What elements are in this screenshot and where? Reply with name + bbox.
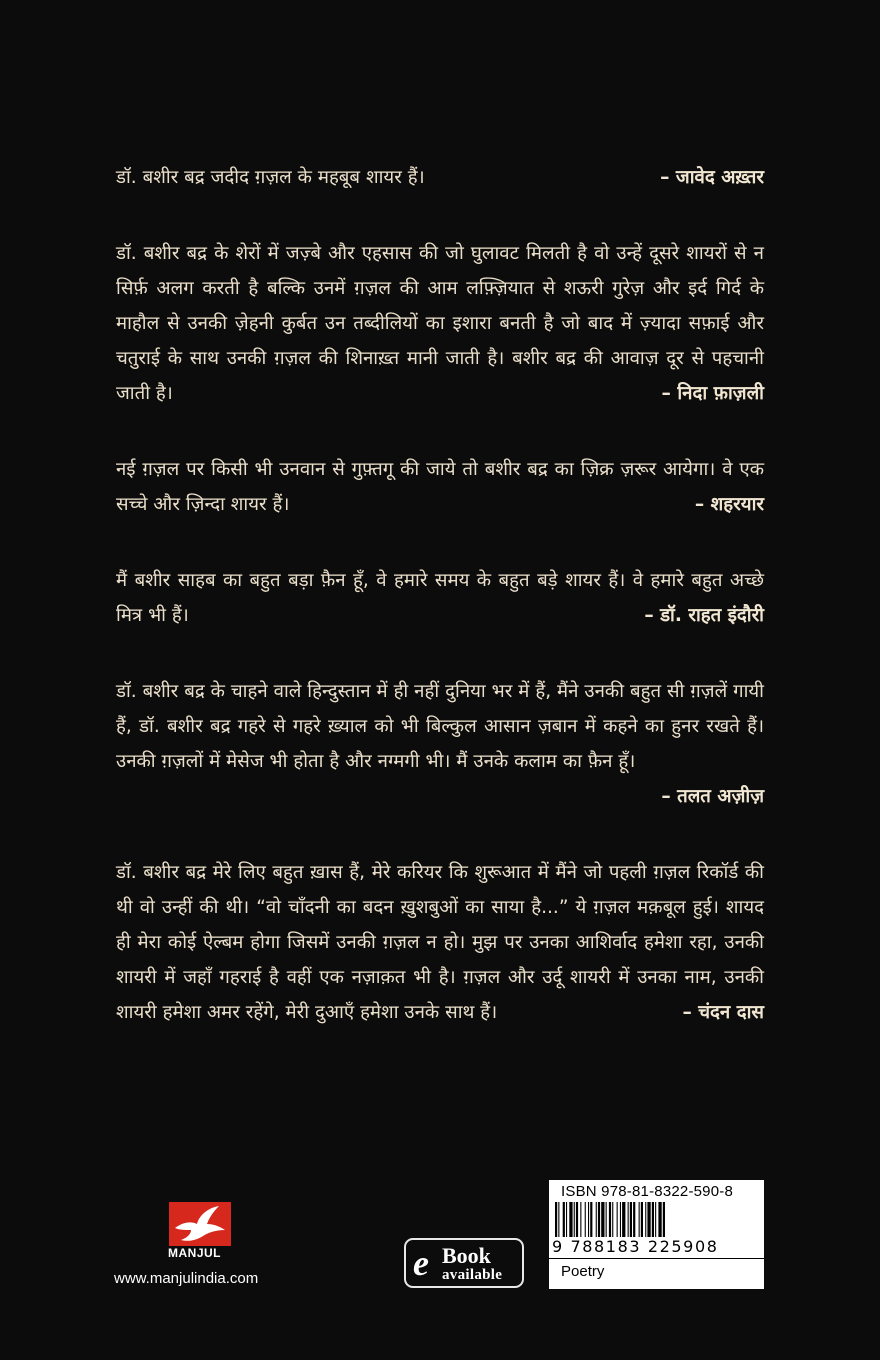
barcode-bar <box>596 1202 597 1240</box>
barcode-bar <box>588 1202 589 1240</box>
isbn-barcode <box>549 1180 764 1289</box>
barcode-bar <box>601 1202 604 1240</box>
publisher-website: www.manjulindia.com <box>114 1270 259 1287</box>
barcode-bar <box>555 1202 557 1240</box>
testimonial-author: – शहरयार <box>694 494 764 515</box>
ebook-e: e <box>413 1243 429 1283</box>
barcode-bar <box>580 1202 581 1240</box>
isbn-number: ISBN 978-81-8322-590-8 <box>561 1183 734 1200</box>
barcode-bar <box>585 1202 586 1240</box>
testimonial-text: डॉ. बशीर बद्र के शेरों में जज़्बे और एहसास की जो घुलावट मिलती है वो उन्हें दूसरे शायरों से न सिर्फ़ अलग करती है बल्कि उनमें ग़ज़ल की आम लफ़्ज़ियात से शऊरी गुरेज़ और इर्द गिर्द के माहौल से उनकी ज़ेहनी कुर्बत उन तब्दीलियों का इशारा बनती है जो बाद में ज़्यादा सफ़ाई और चतुराई के साथ उनकी ग़ज़ल की शिनाख़्त मानी जाती है। बशीर बद्र की आवाज़ दूर से पहचानी जाती है। <box>116 243 764 404</box>
publisher-name: MANJUL <box>168 1246 221 1260</box>
barcode-bar <box>639 1202 640 1240</box>
barcode-bar <box>620 1202 621 1240</box>
barcode-bar <box>566 1202 567 1240</box>
genre-label: Poetry <box>561 1263 605 1280</box>
testimonial-author: – जावेद अख़्तर <box>660 167 764 188</box>
barcode-bar <box>645 1202 646 1240</box>
testimonial-text: डॉ. बशीर बद्र मेरे लिए बहुत ख़ास हैं, मेरे करियर कि शुरूआत में मैंने जो पहली ग़ज़ल रिकॉर्ड की थी वो उन्हीं की थी। “वो चाँदनी का बदन ख़ुशबुओं का साया है...” ये ग़ज़ल मक़बूल हुई। शायद ही मेरा कोई ऐल्बम होगा जिसमें उनकी ग़ज़ल न हो। मुझ पर उनका आशिर्वाद हमेशा रहा, उनकी शायरी में जहाँ गहराई है वहीं एक नज़ाक़त भी है। ग़ज़ल और उर्दू शायरी में उनका नाम, उनकी शायरी हमेशा अमर रहेंगे, मेरी दुआएँ हमेशा उनके साथ हैं। <box>116 862 764 1023</box>
testimonial-4 <box>116 563 764 633</box>
barcode-bar <box>633 1202 635 1240</box>
barcode-bar <box>612 1202 613 1240</box>
testimonial-text: मैं बशीर साहब का बहुत बड़ा फ़ैन हूँ, वे हमारे समय के बहुत बड़े शायर हैं। वे हमारे बहुत अच्छे मित्र भी हैं। <box>116 570 764 626</box>
barcode-bar <box>558 1202 559 1240</box>
testimonial-1 <box>116 160 764 195</box>
publisher-logo <box>169 1202 231 1246</box>
barcode-bar <box>652 1202 654 1240</box>
testimonial-text: डॉ. बशीर बद्र जदीद ग़ज़ल के महबूब शायर हैं। <box>116 167 425 188</box>
testimonial-text: डॉ. बशीर बद्र के चाहने वाले हिन्दुस्तान में ही नहीं दुनिया भर में हैं, मैंने उनकी बहुत सी ग़ज़लें गायी हैं, डॉ. बशीर बद्र गहरे से गहरे ख़्याल को भी बिल्कुल आसान ज़बान में कहने का हुनर रखते हैं। उनकी ग़ज़लों में मेसेज भी होता है और नग्मगी भी। मैं उनके कलाम का फ़ैन हूँ। <box>116 681 764 772</box>
barcode-bar <box>598 1202 600 1240</box>
barcode-bar <box>630 1202 632 1240</box>
barcode-bar <box>606 1202 607 1240</box>
testimonial-author: – निदा फ़ाज़ली <box>661 383 764 404</box>
barcode-bar <box>617 1202 618 1240</box>
testimonial-6 <box>116 855 764 1030</box>
barcode-bar <box>655 1202 656 1240</box>
barcode-digits: 9 788183 225908 <box>552 1237 719 1256</box>
barcode-bars <box>555 1202 758 1240</box>
testimonials <box>116 160 764 1071</box>
divider <box>549 1258 764 1259</box>
barcode-bar <box>569 1202 572 1240</box>
barcode-bar <box>647 1202 650 1240</box>
bird-icon <box>169 1202 231 1246</box>
barcode-bar <box>663 1202 665 1240</box>
ebook-word: Book <box>442 1243 491 1268</box>
testimonial-5 <box>116 674 764 814</box>
testimonial-3 <box>116 452 764 522</box>
barcode-bar <box>622 1202 625 1240</box>
testimonial-2 <box>116 236 764 411</box>
barcode-bar <box>641 1202 643 1240</box>
ebook-available: available <box>442 1267 503 1283</box>
testimonial-author: – तलत अज़ीज़ <box>661 786 764 807</box>
testimonial-author: – चंदन दास <box>682 1002 764 1023</box>
barcode-bar <box>658 1202 661 1240</box>
barcode-bar <box>574 1202 575 1240</box>
barcode-bar <box>563 1202 565 1240</box>
publisher-block <box>112 1202 292 1292</box>
barcode-bar <box>628 1202 629 1240</box>
barcode-bar <box>609 1202 611 1240</box>
testimonial-author: – डॉ. राहत इंदौरी <box>644 605 764 626</box>
ebook-badge <box>404 1238 524 1288</box>
barcode-bar <box>576 1202 578 1240</box>
testimonial-text: नई ग़ज़ल पर किसी भी उनवान से गुफ़्तगू की जाये तो बशीर बद्र का ज़िक्र ज़रूर आयेगा। वे एक सच्चे और ज़िन्दा शायर हैं। <box>116 459 764 515</box>
barcode-bar <box>590 1202 592 1240</box>
